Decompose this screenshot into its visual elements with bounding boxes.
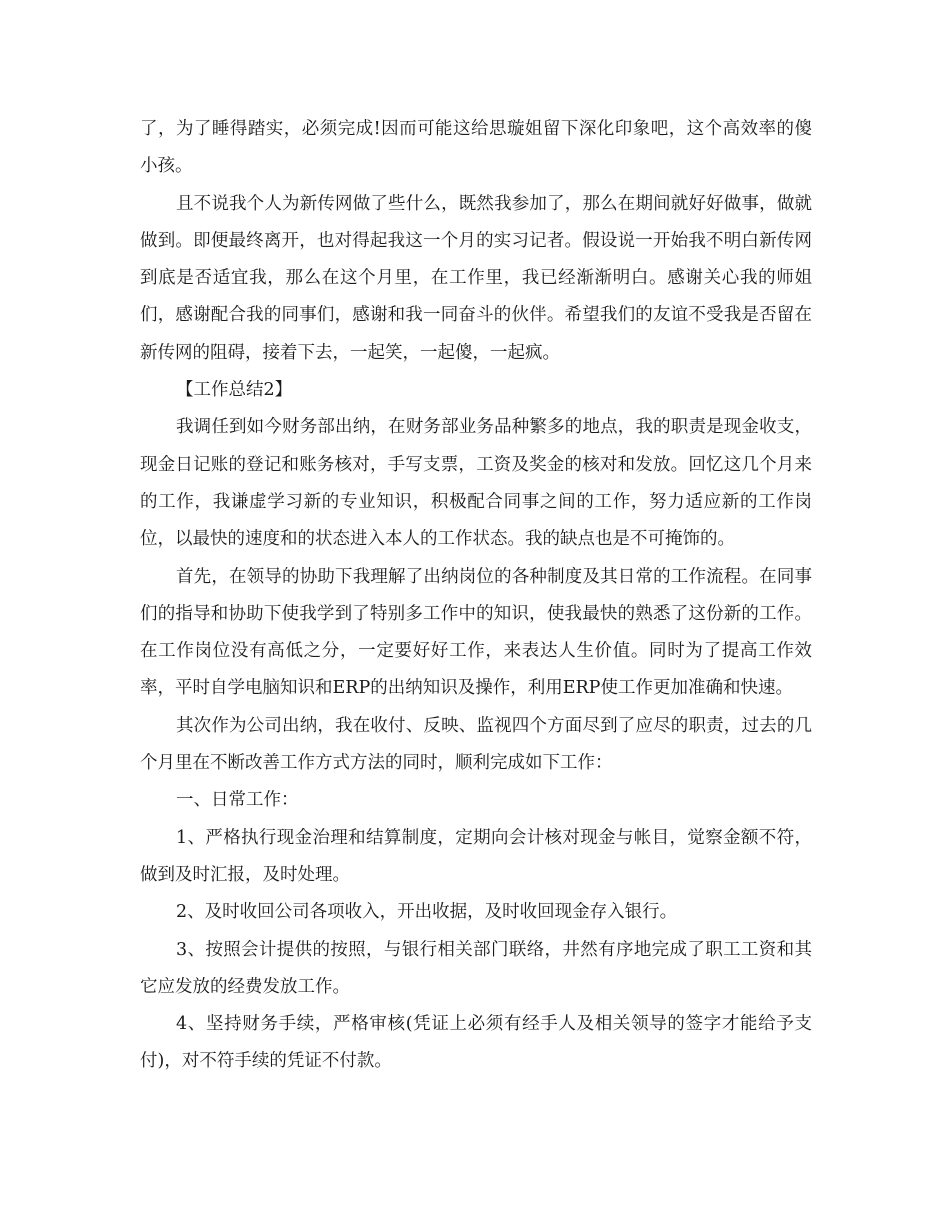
list-item-1: 1、严格执行现金治理和结算制度，定期向会计核对现金与帐目，觉察金额不符，做到及时汇报，及时处理。 [140, 827, 812, 885]
section-heading: 【工作总结2】 [176, 380, 293, 401]
list-item-4: 4、坚持财务手续，严格审核(凭证上必须有经手人及相关领导的签字才能给予支付)，对不符手续的凭证不付款。 [140, 1014, 812, 1072]
paragraph-4: 首先，在领导的协助下我理解了出纳岗位的各种制度及其日常的工作流程。在同事们的指导和协助下使我学到了特别多工作中的知识，使我最快的熟悉了这份新的工作。在工作岗位没有高低之分，一定要好好工作，来表达人生价值。同时为了提高工作效率，平时自学电脑知识和ERP的出纳知识及操作，利用ERP使工作更加准确和快速。 [140, 566, 812, 699]
paragraph-5: 其次作为公司出纳，我在收付、反映、监视四个方面尽到了应尽的职责，过去的几个月里在不断改善工作方式方法的同时，顺利完成如下工作： [140, 715, 812, 774]
paragraph-3: 我调任到如今财务部出纳，在财务部业务品种繁多的地点，我的职责是现金收支，现金日记账的登记和账务核对，手写支票，工资及奖金的核对和发放。回忆这几个月来的工作，我谦虚学习新的专业知识，积极配合同事之间的工作，努力适应新的工作岗位，以最快的速度和的状态进入本人的工作状态。我的缺点也是不可掩饰的。 [140, 417, 812, 550]
list-item-2: 2、及时收回公司各项收入，开出收据，及时收回现金存入银行。 [176, 902, 678, 923]
list-item-3: 3、按照会计提供的按照，与银行相关部门联络，井然有序地完成了职工工资和其它应发放的经费发放工作。 [140, 939, 812, 997]
paragraph-1: 了，为了睡得踏实，必须完成!因而可能这给思璇姐留下深化印象吧，这个高效率的傻小孩。 [140, 119, 812, 177]
document-page [140, 111, 812, 1081]
paragraph-2: 且不说我个人为新传网做了些什么，既然我参加了，那么在期间就好好做事，做就做到。即便最终离开，也对得起我这一个月的实习记者。假设说一开始我不明白新传网到底是否适宜我，那么在这个月里，在工作里，我已经渐渐明白。感谢关心我的师姐们，感谢配合我的同事们，感谢和我一同奋斗的伙伴。希望我们的友谊不受我是否留在新传网的阻碍，接着下去，一起笑，一起傻，一起疯。 [140, 193, 812, 363]
list-heading: 一、日常工作： [176, 790, 299, 811]
